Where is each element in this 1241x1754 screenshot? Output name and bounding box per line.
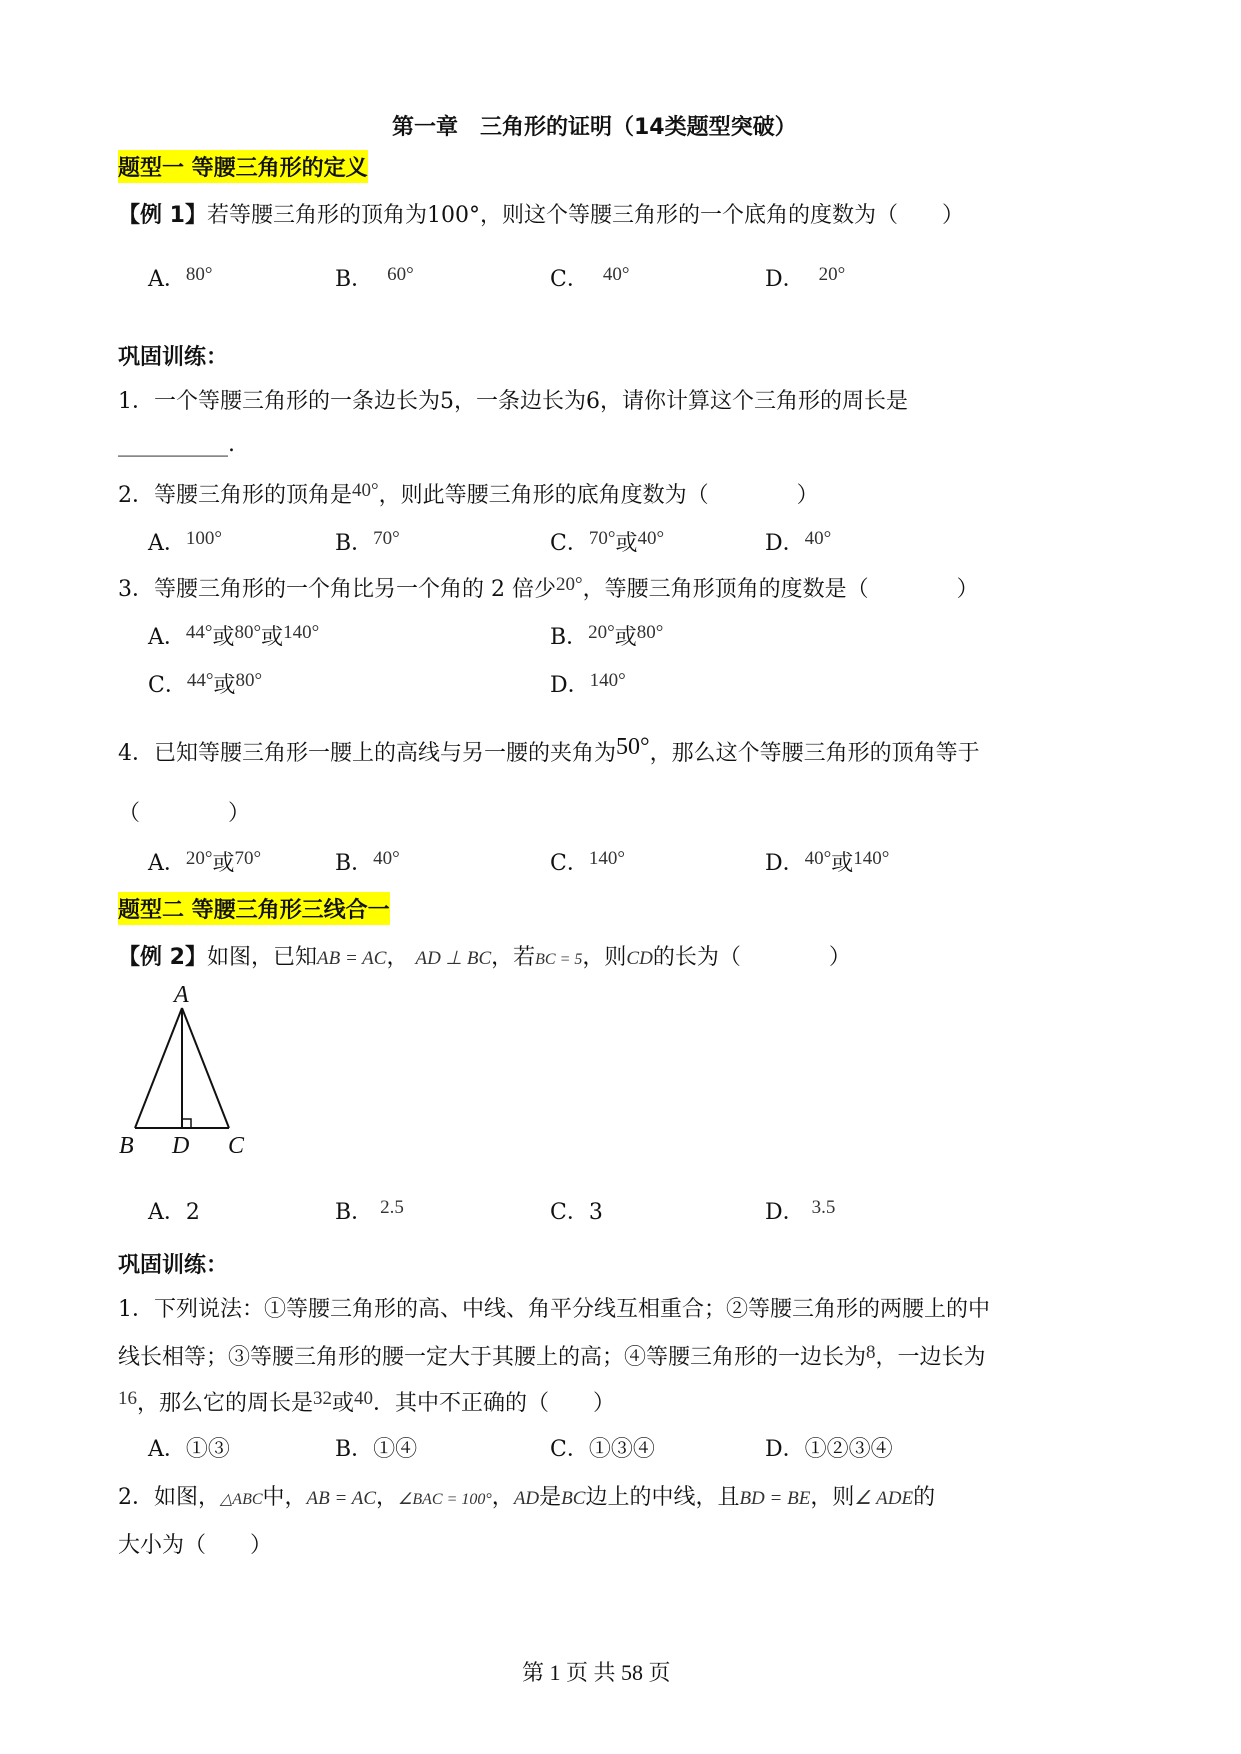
practice-label-2: 巩固训练： — [118, 1253, 229, 1278]
option-a: A．100° — [148, 528, 222, 556]
label-d: D — [172, 1133, 190, 1158]
right-angle-mark — [182, 1119, 191, 1128]
option-a: A．20°或70° — [148, 848, 262, 876]
option-b: B． 2.5 — [335, 1197, 404, 1225]
question-2-2-line2: 大小为（ ） — [118, 1533, 273, 1558]
page-title: 第一章 三角形的证明（14类题型突破） — [392, 115, 797, 140]
label-b: B — [119, 1133, 134, 1158]
example-tag: 【例 1】 — [118, 203, 207, 228]
option-d: D．①②③④ — [765, 1437, 893, 1462]
section-heading-1: 题型一 等腰三角形的定义 — [118, 150, 368, 183]
option-b: B．70° — [335, 528, 400, 556]
option-b: B． 60° — [335, 264, 414, 292]
answer-blank: __________. — [118, 432, 235, 457]
question-2-1-line1: 1．下列说法：①等腰三角形的高、中线、角平分线互相重合；②等腰三角形的两腰上的中 — [118, 1297, 991, 1322]
option-b: B．40° — [335, 848, 400, 876]
option-c: C．44°或80° — [148, 670, 263, 698]
side-ac — [182, 1008, 229, 1128]
option-d: D．40°或140° — [765, 848, 890, 876]
option-d: D．40° — [765, 528, 832, 556]
option-c: C．140° — [550, 848, 625, 876]
label-a: A — [174, 982, 189, 1008]
option-c: C． 40° — [550, 264, 630, 292]
option-c: C．①③④ — [550, 1437, 655, 1462]
example-text: 若等腰三角形的顶角为100°，则这个等腰三角形的一个底角的度数为（ ） — [206, 203, 964, 228]
question-1-4: 4．已知等腰三角形一腰上的高线与另一腰的夹角为50°，那么这个等腰三角形的顶角等于 — [118, 734, 980, 766]
option-d: D．140° — [550, 670, 626, 698]
section-heading-2: 题型二 等腰三角形三线合一 — [118, 892, 390, 925]
example-1 — [118, 198, 964, 229]
page-number: 第 1 页 共 58 页 — [522, 1660, 671, 1685]
side-ab — [135, 1008, 182, 1128]
practice-label-1: 巩固训练： — [118, 345, 229, 370]
question-1-2: 2．等腰三角形的顶角是40°，则此等腰三角形的底角度数为（ ） — [118, 480, 819, 508]
answer-paren: （ ） — [118, 801, 251, 826]
option-b: B．20°或80° — [550, 622, 664, 650]
question-2-2-line1: 2．如图，△ABC中，AB = AC，∠BAC = 100°，AD是BC边上的中线，且BD = BE，则∠ ADE的 — [118, 1485, 936, 1510]
question-2-1-line2: 线长相等；③等腰三角形的腰一定大于其腰上的高；④等腰三角形的一边长为8，一边长为 — [118, 1342, 986, 1370]
triangle-figure — [112, 978, 262, 1158]
option-a: A．80° — [148, 264, 213, 292]
label-c: C — [228, 1133, 245, 1158]
option-c: C．3 — [550, 1200, 603, 1225]
option-b: B．①④ — [335, 1437, 418, 1462]
option-c: C．70°或40° — [550, 528, 665, 556]
option-d: D． 20° — [765, 264, 846, 292]
question-2-1-line3: 16，那么它的周长是32或40．其中不正确的（ ） — [118, 1388, 616, 1416]
option-a: A．2 — [148, 1200, 200, 1225]
question-1-1: 1．一个等腰三角形的一条边长为5，一条边长为6，请你计算这个三角形的周长是 — [118, 389, 908, 414]
option-a: A．44°或80°或140° — [148, 622, 320, 650]
option-d: D． 3.5 — [765, 1197, 836, 1225]
question-1-3: 3．等腰三角形的一个角比另一个角的 2 倍少20°，等腰三角形顶角的度数是（ ） — [118, 574, 979, 602]
option-a: A．①③ — [148, 1437, 230, 1462]
example-2: 【例 2】如图，已知AB = AC， AD ⊥ BC，若BC = 5，则CD的长为（ ） — [118, 945, 851, 970]
